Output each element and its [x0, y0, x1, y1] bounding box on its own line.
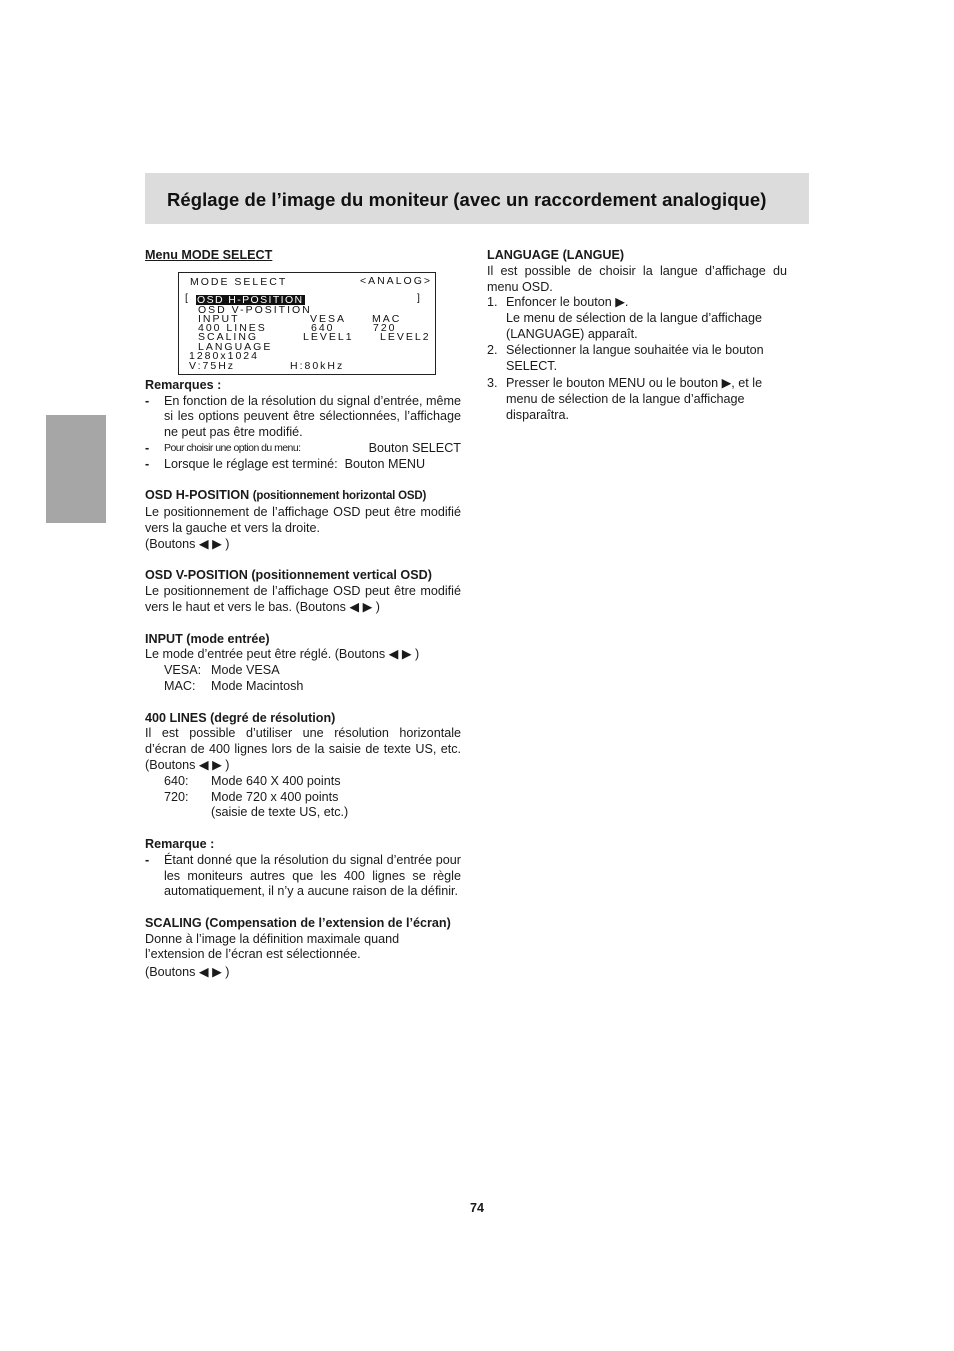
- definition-key: MAC:: [164, 678, 196, 693]
- osd-input-value-vesa: VESA: [310, 312, 347, 325]
- step-item: [487, 295, 787, 342]
- language-heading: LANGUAGE (LANGUE): [487, 248, 625, 262]
- language-text: Il est possible de choisir la langue d’affichage du menu OSD.: [487, 263, 787, 294]
- osd-bracket-right: ]: [417, 291, 422, 304]
- remark-text: Étant donné que la résolution du signal d’entrée pour les moniteurs autres que les 400 lignes se règle automatiquement, il n’y a aucune raison de la définir.: [164, 852, 461, 899]
- definition-row: [145, 679, 461, 695]
- step-number: 1.: [487, 295, 498, 310]
- input-heading: INPUT (mode entrée): [145, 631, 270, 646]
- remark-value: Bouton SELECT: [368, 440, 461, 455]
- input-text: Le mode d’entrée peut être réglé. (Boutons ◀ ▶ ): [145, 647, 420, 662]
- step-number: 3.: [487, 376, 498, 391]
- remarks-heading: Remarques :: [145, 377, 222, 392]
- osd-lines-value-640: 640: [311, 321, 335, 334]
- osd-item-400-lines: 400 LINES: [198, 321, 267, 334]
- scaling-text: Donne à l’image la définition maximale quand l’extension de l’écran est sélectionnée.: [145, 931, 400, 962]
- right-column: [487, 248, 787, 424]
- definition-row: [145, 663, 461, 679]
- remark-item: - Étant donné que la résolution du signal d’entrée pour les moniteurs autres que les 400 lignes se règle automatiquement, il n’y a aucune raison de la définir.: [145, 852, 461, 899]
- remark-value: Bouton MENU: [344, 456, 426, 471]
- osd-resolution: 1280x1024: [189, 349, 259, 362]
- section-tab: [46, 415, 106, 523]
- step-number: 2.: [487, 342, 498, 357]
- step-item: [487, 376, 787, 423]
- definition-key: 640:: [164, 773, 189, 788]
- osd-item-h-position: OSD H-POSITION: [197, 293, 304, 306]
- osd-header-left: MODE SELECT: [190, 275, 288, 288]
- definition-key: 720:: [164, 789, 189, 804]
- remark-label: Lorsque le réglage est terminé:: [164, 456, 338, 471]
- lines-text: Il est possible d’utiliser une résolution horizontale d’écran de 400 lignes lors de la saisie de texte US, etc. (Boutons ◀ ▶ ): [145, 726, 461, 772]
- step-text: Sélectionner la langue souhaitée via le bouton SELECT.: [506, 342, 764, 373]
- vpos-heading: OSD V-POSITION (positionnement vertical OSD): [145, 568, 432, 583]
- step-item: [487, 343, 787, 375]
- definition-value: Mode Macintosh: [211, 678, 304, 693]
- hpos-buttons: (Boutons ◀ ▶ ): [145, 536, 230, 551]
- scaling-heading: SCALING (Compensation de l’extension de l’écran): [145, 915, 451, 930]
- osd-item-scaling: SCALING: [198, 330, 259, 343]
- menu-heading: Menu MODE SELECT: [145, 248, 273, 262]
- hpos-heading: OSD H-POSITION: [145, 488, 250, 503]
- step-text: Le menu de sélection de la langue d’affichage (LANGUAGE) apparaît.: [506, 311, 763, 341]
- osd-scaling-value-level2: LEVEL2: [380, 330, 431, 343]
- osd-horizontal-frequency: H:80kHz: [290, 359, 345, 372]
- osd-scaling-value-level1: LEVEL1: [303, 330, 354, 343]
- left-column: [145, 248, 461, 981]
- vpos-text: Le positionnement de l’affichage OSD peut être modifié vers le haut et vers le bas. (Boutons ◀ ▶ ): [145, 584, 461, 614]
- definition-value-extra: (saisie de texte US, etc.): [211, 805, 349, 820]
- remark-label: Pour choisir une option du menu:: [164, 441, 301, 454]
- remark-item: - En fonction de la résolution du signal d’entrée, même si les options peuvent être sélectionnées, l’affichage ne peut pas être modifié.: [145, 393, 461, 440]
- hpos-text: Le positionnement de l’affichage OSD peut être modifié vers la gauche et vers la droite.: [145, 505, 461, 535]
- definition-key: VESA:: [164, 663, 202, 678]
- definition-value: Mode 720 x 400 points: [211, 789, 339, 804]
- definition-value: Mode VESA: [211, 663, 280, 678]
- osd-header-right: <ANALOG>: [359, 274, 432, 287]
- step-text: Enfoncer le bouton ▶.: [506, 295, 629, 310]
- step-text: Presser le bouton MENU ou le bouton ▶, et le menu de sélection de la langue d’affichage disparaîtra.: [506, 376, 763, 422]
- hpos-subheading: (positionnement horizontal OSD): [252, 490, 427, 503]
- osd-item-language: LANGUAGE: [198, 340, 273, 353]
- title-band: [145, 173, 809, 224]
- osd-vertical-frequency: V:75Hz: [189, 359, 236, 372]
- osd-screen-figure: [178, 272, 436, 375]
- osd-lines-value-720: 720: [373, 321, 397, 334]
- definition-row: [145, 790, 461, 806]
- scaling-buttons: (Boutons ◀ ▶ ): [145, 965, 230, 980]
- osd-bracket-left: [: [185, 291, 190, 304]
- definition-row: [145, 805, 461, 821]
- remark-text: En fonction de la résolution du signal d’entrée, même si les options peuvent être sélectionnées, l’affichage ne peut pas être modifié.: [164, 393, 461, 440]
- definition-value: Mode 640 X 400 points: [211, 773, 341, 788]
- osd-item-v-position: OSD V-POSITION: [198, 303, 312, 316]
- remark-item: - Lorsque le réglage est terminé: Bouton MENU: [145, 456, 426, 471]
- osd-input-value-mac: MAC: [372, 312, 402, 325]
- page-title: Réglage de l’image du moniteur (avec un raccordement analogique): [167, 189, 767, 210]
- remark-item: - Pour choisir une option du menu: Bouton SELECT: [145, 440, 461, 455]
- remark-single-heading: Remarque :: [145, 836, 215, 851]
- lines-heading: 400 LINES (degré de résolution): [145, 710, 336, 725]
- osd-item-input: INPUT: [198, 312, 240, 325]
- definition-row: [145, 774, 461, 790]
- page-number: 74: [469, 1201, 484, 1215]
